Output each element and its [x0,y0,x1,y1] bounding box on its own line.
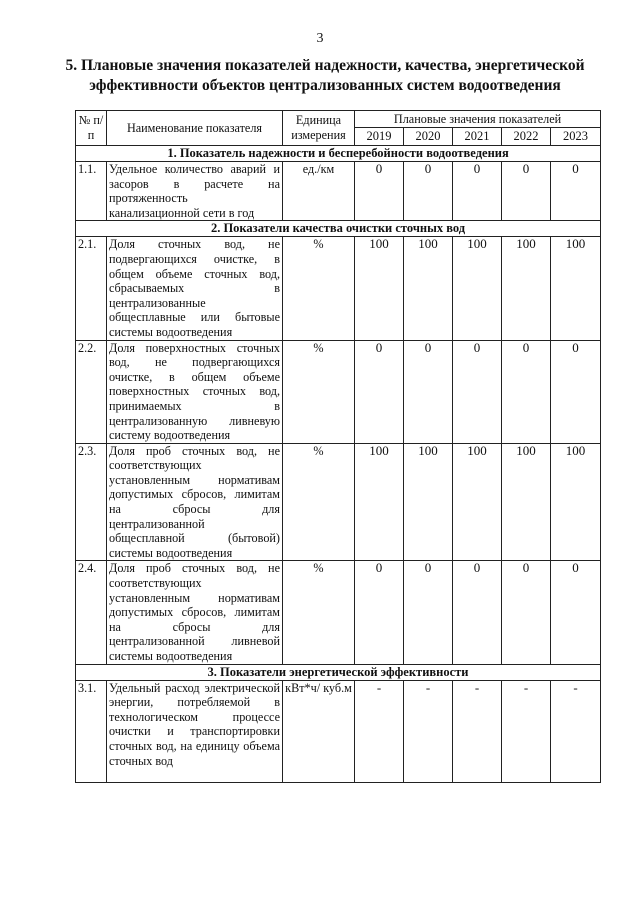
section-row [76,146,601,162]
row-unit: ед./км [283,162,355,221]
table-header-row [76,111,601,128]
row-value: 100 [404,443,453,561]
table-row [76,340,601,443]
row-value: 100 [404,237,453,340]
header-indicator-name: Наименование показателя [107,111,283,146]
row-number: 2.4. [76,561,107,664]
table-row [76,237,601,340]
row-value: 100 [502,443,551,561]
row-indicator-name: Доля сточных вод, не подвергающихся очистке, в общем объеме сточных вод, сбрасываемых в централизованные общесплавные или бытовые системы водоотведения [107,237,283,340]
row-unit: % [283,340,355,443]
row-number: 2.2. [76,340,107,443]
section-title: 2. Показатели качества очистки сточных вод [76,221,601,237]
table-row [76,561,601,664]
table-row [76,443,601,561]
row-indicator-name: Доля поверхностных сточных вод, не подвергающихся очистке, в общем объеме поверхностных сточных вод, принимаемых в централизованную ливневую систему водоотведения [107,340,283,443]
row-unit: % [283,237,355,340]
row-value: 100 [453,237,502,340]
section-title: 3. Показатели энергетической эффективности [76,664,601,680]
row-value: 0 [404,340,453,443]
row-number: 1.1. [76,162,107,221]
row-number: 2.3. [76,443,107,561]
row-value: 0 [453,561,502,664]
row-indicator-name: Удельное количество аварий и засоров в расчете на протяженность канализационной сети в год [107,162,283,221]
row-value: 100 [355,443,404,561]
indicators-table [75,110,601,783]
row-value: 100 [551,443,601,561]
row-value: - [453,680,502,782]
row-value: 100 [453,443,502,561]
header-year: 2021 [453,128,502,146]
row-number: 2.1. [76,237,107,340]
row-value: 100 [355,237,404,340]
header-unit: Единица измерения [283,111,355,146]
row-indicator-name: Доля проб сточных вод, не соответствующих установленным нормативам допустимых сбросов, лимитам на сбросы для централизованной общесплавной (бытовой) системы водоотведения [107,443,283,561]
row-value: 0 [551,162,601,221]
row-value: 0 [453,162,502,221]
row-value: 0 [355,162,404,221]
row-value: 0 [355,561,404,664]
row-value: 100 [502,237,551,340]
row-indicator-name: Удельный расход электрической энергии, потребляемой в технологическом процессе очистки и транспортировки сточных вод, на единицу объема сточных вод [107,680,283,782]
section-heading: 5. Плановые значения показателей надежности, качества, энергетической эффективности объектов централизованных систем водоотведения [65,57,585,94]
row-value: 0 [502,340,551,443]
row-value: 0 [404,561,453,664]
row-indicator-name: Доля проб сточных вод, не соответствующих установленным нормативам допустимых сбросов, лимитам на сбросы для централизованной ливневой системы водоотведения [107,561,283,664]
table-row [76,680,601,782]
row-value: 0 [453,340,502,443]
row-unit: % [283,443,355,561]
section-row [76,221,601,237]
page-number: 3 [316,31,324,46]
row-value: 0 [502,561,551,664]
row-value: 0 [355,340,404,443]
header-planned-values: Плановые значения показателей [355,111,601,128]
row-value: - [404,680,453,782]
header-year: 2019 [355,128,404,146]
row-value: 0 [502,162,551,221]
row-value: 0 [551,561,601,664]
row-value: 0 [551,340,601,443]
row-value: - [551,680,601,782]
row-value: 0 [404,162,453,221]
row-value: 100 [551,237,601,340]
header-year: 2022 [502,128,551,146]
row-value: - [502,680,551,782]
row-number: 3.1. [76,680,107,782]
row-unit: кВт*ч/ куб.м [283,680,355,782]
row-value: - [355,680,404,782]
header-year: 2020 [404,128,453,146]
section-row [76,664,601,680]
section-title: 1. Показатель надежности и бесперебойности водоотведения [76,146,601,162]
table-row [76,162,601,221]
header-number: № п/п [76,111,107,146]
row-unit: % [283,561,355,664]
header-year: 2023 [551,128,601,146]
